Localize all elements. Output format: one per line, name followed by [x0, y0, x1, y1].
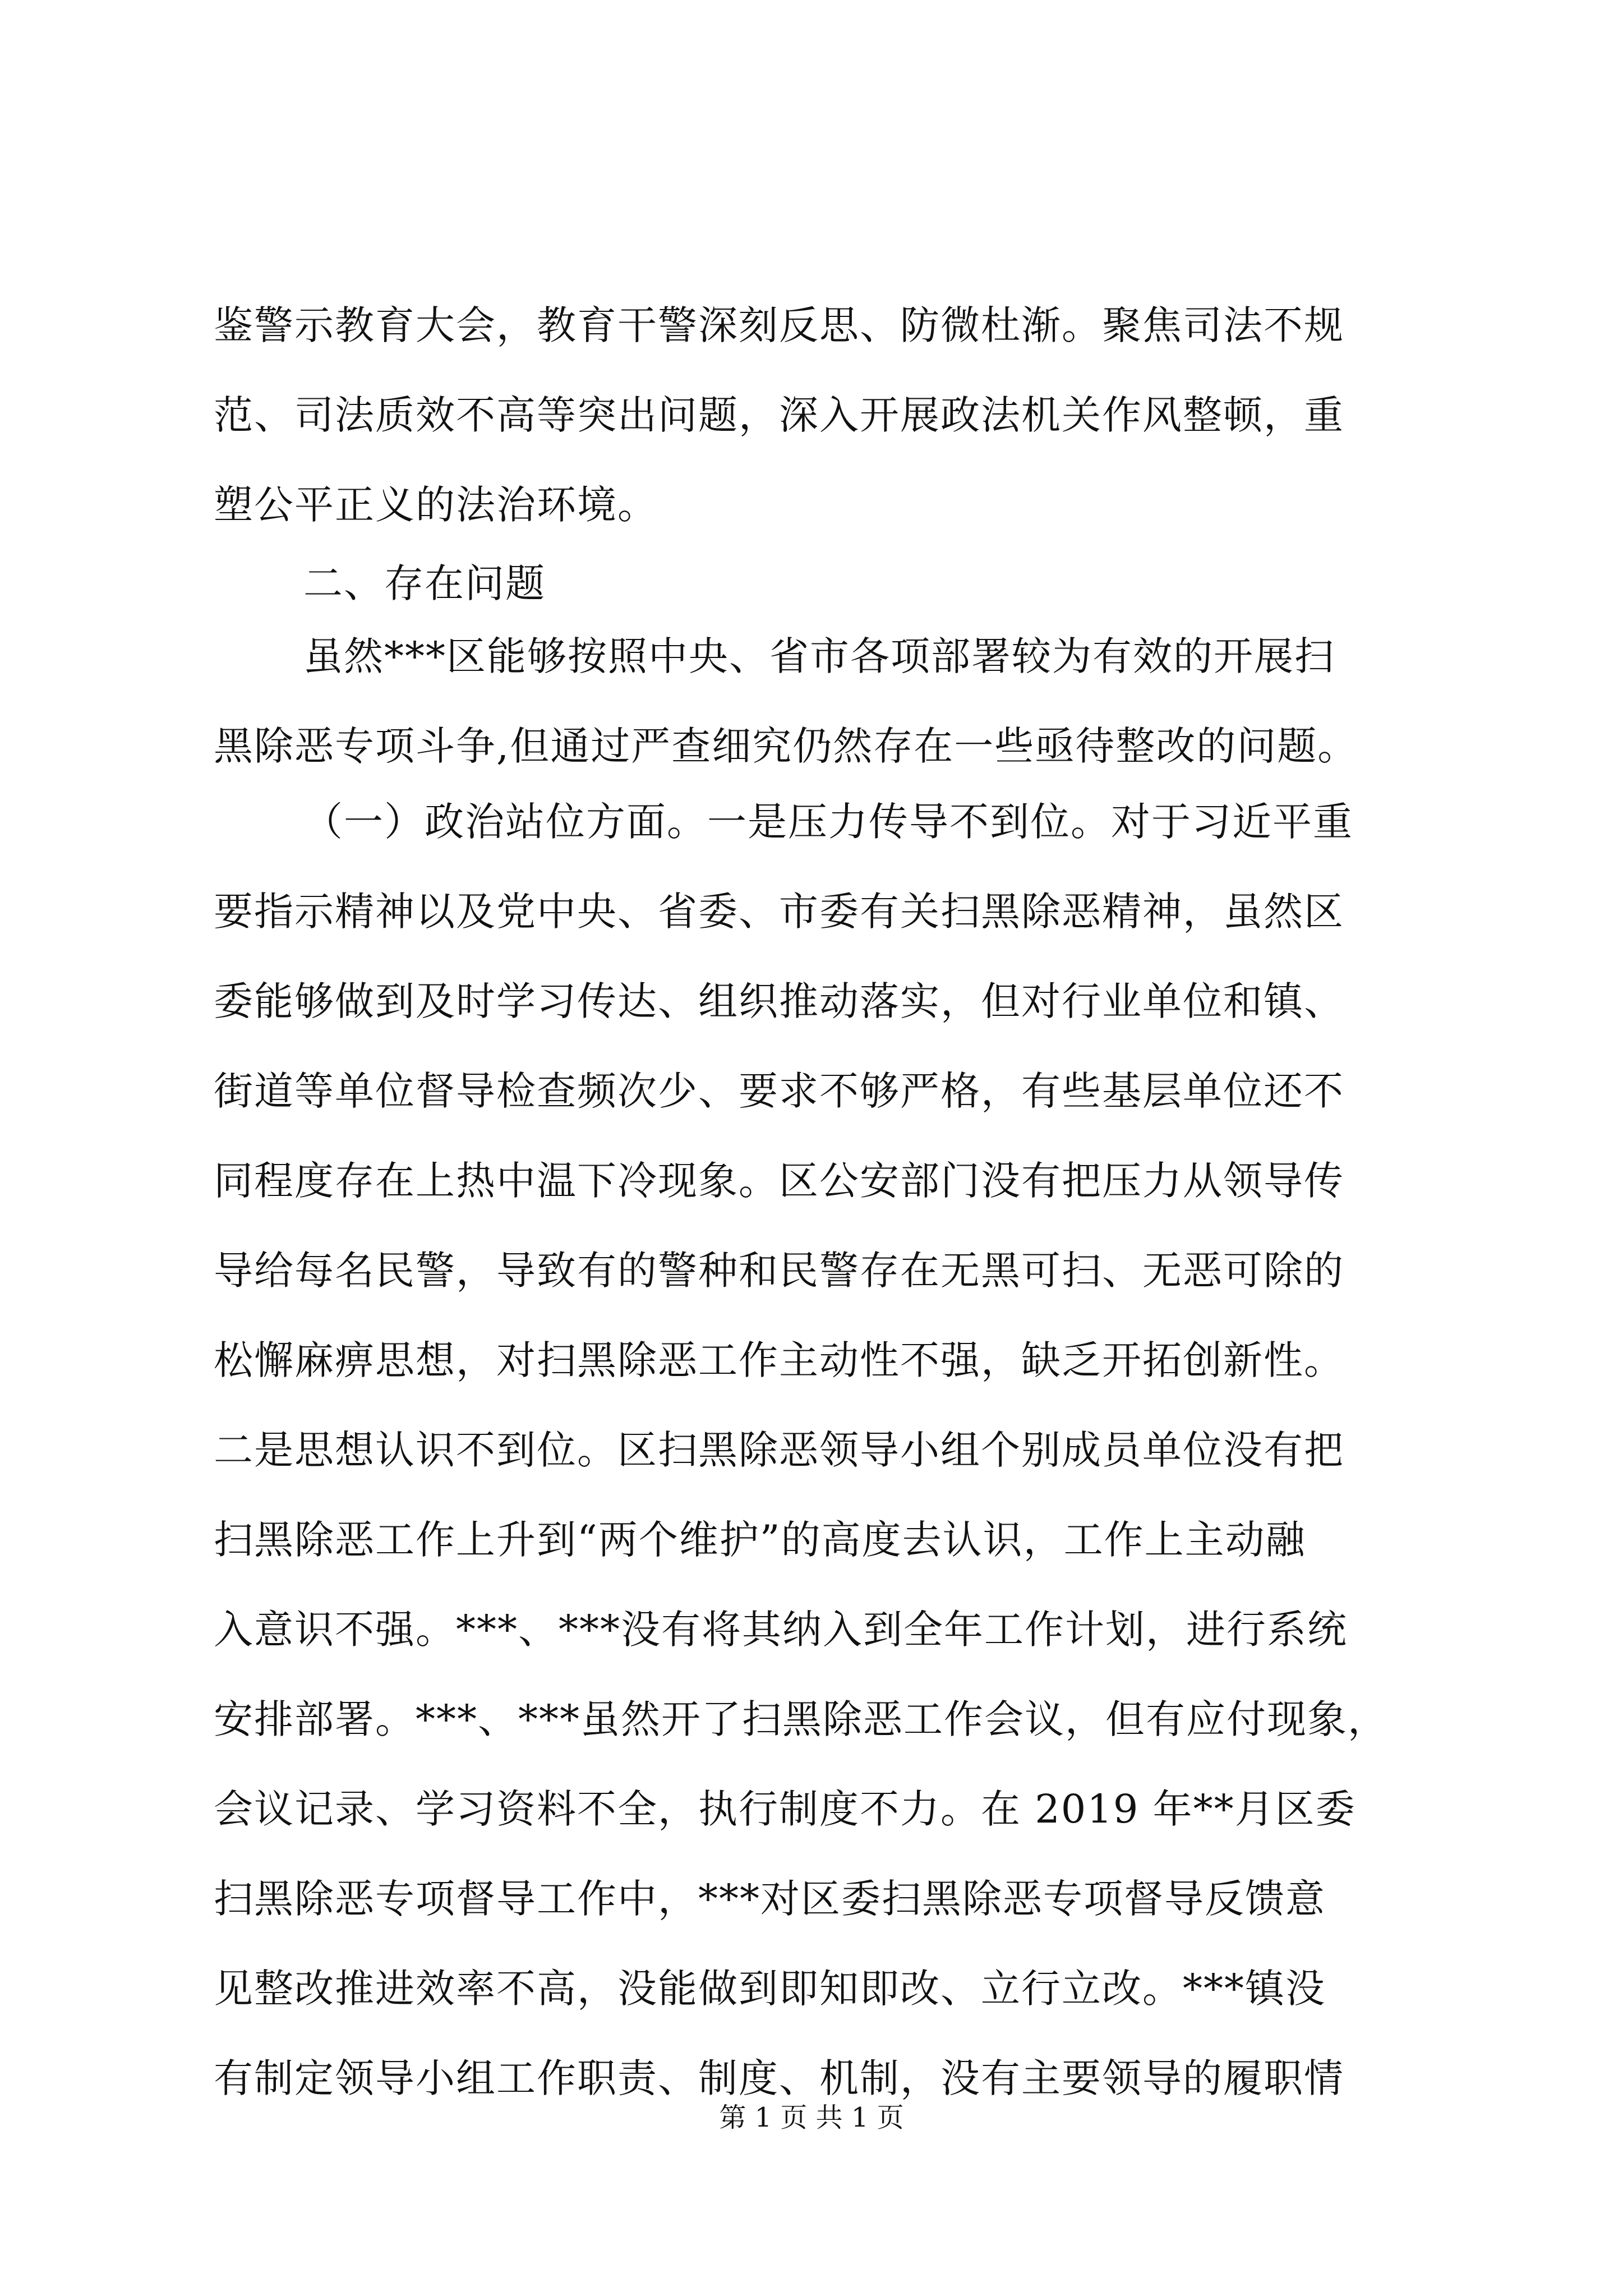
paragraph-line: 要指示精神以及党中央、省委、市委有关扫黑除恶精神，虽然区: [214, 889, 1344, 935]
paragraph-line: 见整改推进效率不高，没能做到即知即改、立行立改。***镇没: [214, 1966, 1326, 2012]
paragraph-line: 同程度存在上热中温下冷现象。区公安部门没有把压力从领导传: [214, 1158, 1344, 1204]
paragraph-line: 入意识不强。***、***没有将其纳入到全年工作计划，进行系统: [214, 1607, 1348, 1653]
paragraph-line: 扫黑除恶专项督导工作中，***对区委扫黑除恶专项督导反馈意: [214, 1876, 1326, 1922]
paragraph-line: 塑公平正义的法治环境。: [214, 482, 658, 528]
paragraph-line: 黑除恶专项斗争,但通过严查细究仍然存在一些亟待整改的问题。: [214, 723, 1358, 769]
paragraph-line: 鉴警示教育大会，教育干警深刻反思、防微杜渐。聚焦司法不规: [214, 302, 1344, 348]
paragraph-line: 有制定领导小组工作职责、制度、机制，没有主要领导的履职情: [214, 2055, 1344, 2101]
paragraph-line: 街道等单位督导检查频次少、要求不够严格，有些基层单位还不: [214, 1068, 1344, 1114]
paragraph-line: （一）政治站位方面。一是压力传导不到位。对于习近平重: [303, 799, 1353, 845]
paragraph-line: 会议记录、学习资料不全，执行制度不力。在 2019 年**月区委: [214, 1786, 1356, 1832]
paragraph-line: 虽然***区能够按照中央、省市各项部署较为有效的开展扫: [303, 633, 1335, 679]
page-footer: 第 1 页 共 1 页: [719, 2102, 904, 2133]
paragraph-line: 扫黑除恶工作上升到“两个维护”的高度去认识，工作上主动融: [214, 1517, 1306, 1563]
paragraph-line: 安排部署。***、***虽然开了扫黑除恶工作会议，但有应付现象，: [214, 1696, 1388, 1742]
paragraph-line: 导给每名民警，导致有的警种和民警存在无黑可扫、无恶可除的: [214, 1248, 1344, 1294]
paragraph-line: 委能够做到及时学习传达、组织推动落实，但对行业单位和镇、: [214, 978, 1344, 1024]
paragraph-line: 二是思想认识不到位。区扫黑除恶领导小组个别成员单位没有把: [214, 1427, 1344, 1473]
paragraph-line: 范、司法质效不高等突出问题，深入开展政法机关作风整顿，重: [214, 392, 1344, 438]
section-heading: 二、存在问题: [303, 560, 546, 606]
paragraph-line: 松懈麻痹思想，对扫黑除恶工作主动性不强，缺乏开拓创新性。: [214, 1337, 1344, 1383]
